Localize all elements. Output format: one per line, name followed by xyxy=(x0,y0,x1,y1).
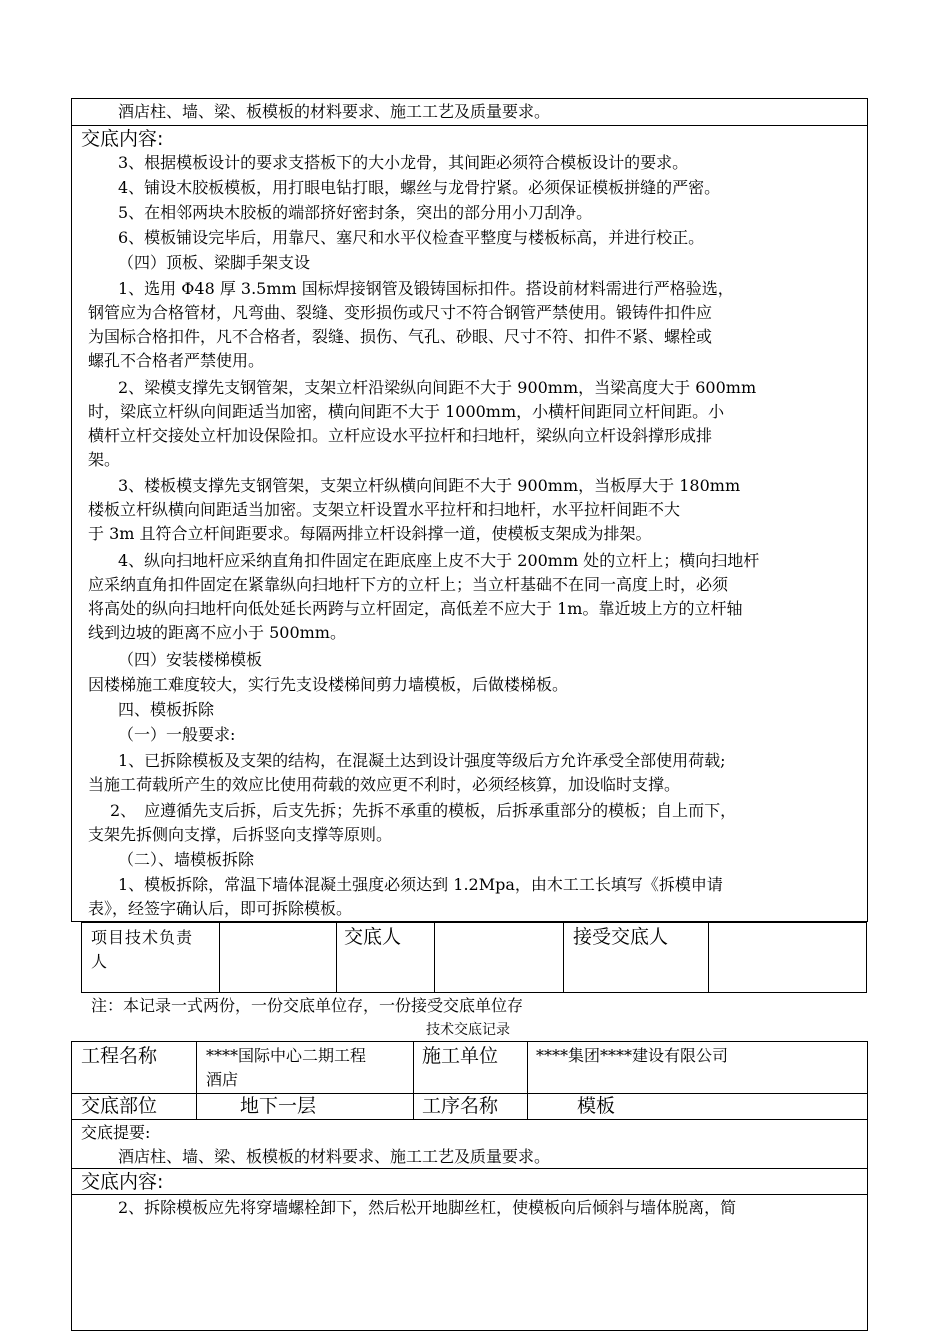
project-name-label: 工程名称 xyxy=(81,1045,158,1067)
content-line: 因楼梯施工难度较大，实行先支设楼梯间剪力墙模板，后做楼梯板。 xyxy=(88,675,569,694)
content-line: 1、选用 Φ48 厚 3.5mm 国标焊接钢管及锻铸国标扣件。搭设前材料需进行严格验选， xyxy=(118,279,734,298)
divider xyxy=(71,1194,868,1195)
process-label: 工序名称 xyxy=(422,1095,499,1117)
divider xyxy=(71,125,868,126)
divider xyxy=(708,922,709,993)
content-line: 钢管应为合格管材，凡弯曲、裂缝、变形损伤或尺寸不符合钢管严禁使用。锻铸件扣件应 xyxy=(88,303,713,322)
content-line: （四）顶板、梁脚手架支设 xyxy=(118,253,311,272)
tech-lead-label-cont: 人 xyxy=(91,952,108,971)
divider xyxy=(196,1041,197,1119)
project-name-value: ****国际中心二期工程 xyxy=(206,1046,367,1065)
project-name-value-cont: 酒店 xyxy=(206,1070,239,1089)
divider xyxy=(219,922,220,993)
content-line: 2、梁模支撑先支钢管架，支架立杆沿梁纵向间距不大于 900mm，当梁高度大于 600mm xyxy=(118,378,757,397)
content-line: 四、模板拆除 xyxy=(118,700,215,719)
divider xyxy=(413,1041,414,1119)
part-value: 地下一层 xyxy=(240,1095,317,1117)
content-line: 时，梁底立杆纵向间距适当加密，横向间距不大于 1000mm，小横杆间距同立杆间距。小 xyxy=(88,402,725,421)
part-label: 交底部位 xyxy=(81,1095,158,1117)
content-line: 将高处的纵向扫地杆向低处延长两跨与立杆固定，高低差不应大于 1m。靠近坡上方的立杆轴 xyxy=(88,599,743,618)
content-line: 为国标合格扣件，凡不合格者，裂缝、损伤、气孔、砂眼、尺寸不符、扣件不紧、螺栓或 xyxy=(88,327,713,346)
content-line: 5、在相邻两块木胶板的端部挤好密封条，突出的部分用小刀刮净。 xyxy=(118,203,593,222)
content-line: 于 3m 且符合立杆间距要求。每隔两排立杆设斜撑一道，使模板支架成为排架。 xyxy=(88,524,652,543)
summary-text: 酒店柱、墙、梁、板模板的材料要求、施工工艺及质量要求。 xyxy=(118,102,551,121)
record-note: 注：本记录一式两份，一份交底单位存，一份接受交底单位存 xyxy=(91,996,524,1015)
tech-lead-label: 项目技术负责 xyxy=(91,928,194,947)
content-heading: 交底内容: xyxy=(81,1171,164,1193)
divider xyxy=(563,922,564,993)
record-table-2 xyxy=(71,1041,868,1331)
content-line: 4、铺设木胶板模板，用打眼电钻打眼，螺丝与龙骨拧紧。必须保证模板拼缝的严密。 xyxy=(118,178,721,197)
summary-label: 交底提要: xyxy=(81,1123,151,1142)
summary-text: 酒店柱、墙、梁、板模板的材料要求、施工工艺及质量要求。 xyxy=(118,1147,551,1166)
content-line: 应采纳直角扣件固定在紧靠纵向扫地杆下方的立杆上；当立杆基础不在同一高度上时，必须 xyxy=(88,575,729,594)
signature-table xyxy=(81,922,867,993)
content-line: 3、楼板模支撑先支钢管架，支架立杆纵横向间距不大于 900mm，当板厚大于 180mm xyxy=(118,476,741,495)
record-title: 技术交底记录 xyxy=(426,1022,510,1038)
content-line: （一）一般要求: xyxy=(118,725,236,744)
content-line: 4、纵向扫地杆应采纳直角扣件固定在距底座上皮不大于 200mm 处的立杆上；横向扫地杆 xyxy=(118,551,760,570)
content-line: 当施工荷载所产生的效应比使用荷载的效应更不利时，必须经核算，加设临时支撑。 xyxy=(88,775,681,794)
content-line: 2、 应遵循先支后拆，后支先拆；先拆不承重的模板，后拆承重部分的模板；自上而下， xyxy=(110,801,737,820)
contractor-value: ****集团****建设有限公司 xyxy=(536,1046,729,1065)
content-line: 架。 xyxy=(88,450,121,469)
content-line: 楼板立杆纵横向间距适当加密。支架立杆设置水平拉杆和扫地杆，水平拉杆间距不大 xyxy=(88,500,681,519)
divider xyxy=(71,1119,868,1120)
presenter-label: 交底人 xyxy=(344,926,402,948)
content-line: 3、根据模板设计的要求支搭板下的大小龙骨，其间距必须符合模板设计的要求。 xyxy=(118,153,689,172)
content-heading: 交底内容: xyxy=(81,128,164,150)
divider xyxy=(434,922,435,993)
divider xyxy=(527,1041,528,1119)
divider xyxy=(336,922,337,993)
contractor-label: 施工单位 xyxy=(422,1045,499,1067)
content-line: 6、模板铺设完毕后，用靠尺、塞尺和水平仪检查平整度与楼板标高，并进行校正。 xyxy=(118,228,705,247)
receiver-label: 接受交底人 xyxy=(573,926,669,948)
content-line: 线到边坡的距离不应小于 500mm。 xyxy=(88,623,346,642)
content-line: 螺孔不合格者严禁使用。 xyxy=(88,351,265,370)
content-line: （二）、墙模板拆除 xyxy=(118,850,255,869)
content-line: 1、已拆除模板及支架的结构，在混凝土达到设计强度等级后方允许承受全部使用荷载; xyxy=(118,751,726,770)
content-line: （四）安装楼梯模板 xyxy=(118,650,263,669)
content-line: 1、模板拆除，常温下墙体混凝土强度必须达到 1.2Mpa，由木工工长填写《拆模申请 xyxy=(118,875,723,894)
content-line: 2、拆除模板应先将穿墙螺栓卸下，然后松开地脚丝杠，使模板向后倾斜与墙体脱离，简 xyxy=(118,1198,737,1217)
content-line: 表》，经签字确认后，即可拆除模板。 xyxy=(88,899,353,918)
content-line: 支架先拆侧向支撑，后拆竖向支撑等原则。 xyxy=(88,825,393,844)
content-line: 横杆立杆交接处立杆加设保险扣。立杆应设水平拉杆和扫地杆，梁纵向立杆设斜撑形成排 xyxy=(88,426,713,445)
process-value: 模板 xyxy=(577,1095,616,1117)
